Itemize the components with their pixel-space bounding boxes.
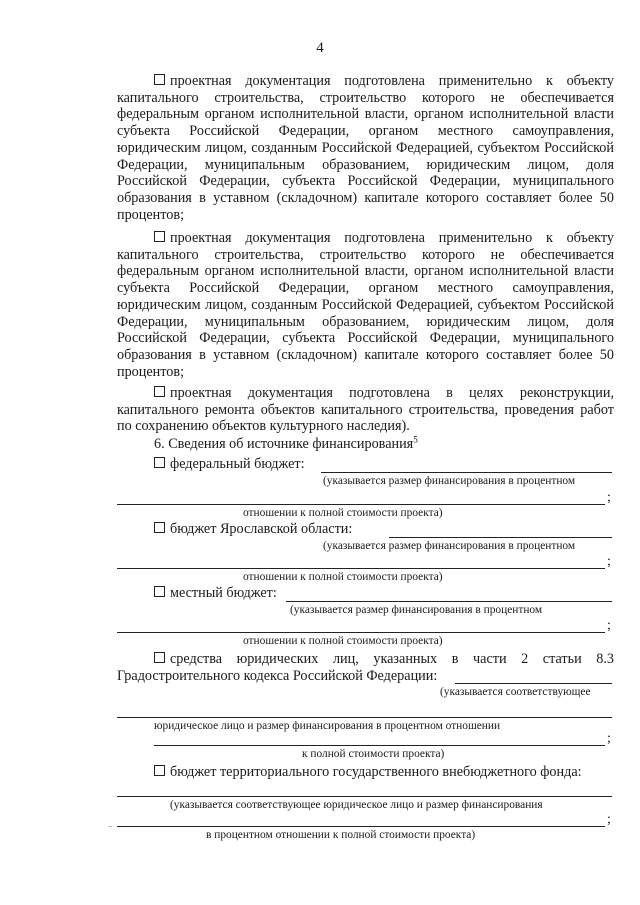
section-6-heading bbox=[154, 436, 418, 453]
regional-hint-1: (указывается размер финансирования в процентном bbox=[323, 540, 576, 552]
territorial-fill-line-2[interactable] bbox=[117, 826, 605, 827]
legal-hint-3: к полной стоимости проекта) bbox=[302, 748, 445, 760]
funding-local-label: местный бюджет: bbox=[170, 585, 277, 601]
regional-fill-line-2[interactable] bbox=[117, 568, 605, 569]
regional-fill-line-1[interactable] bbox=[389, 537, 612, 538]
federal-semicolon: ; bbox=[607, 490, 611, 505]
funding-legal-label: средства юридических лиц, указанных в части 2 статьи 8.3 Градостроительного кодекса Российской Федерации: bbox=[117, 651, 614, 684]
territorial-hint-2: в процентном отношении к полной стоимости проекта) bbox=[206, 829, 476, 841]
checkbox-local[interactable] bbox=[154, 586, 165, 597]
option-text-2: проектная документация подготовлена применительно к объекту капитального строительства, строительство которого не обеспечивается федеральным органом исполнительной власти, органом исполнительной власти субъекта Российской Федерации, органом местного самоуправления, юридическим лицом, созданным Российской Федерацией, субъектом Российской Федерации, муниципальным образованием, юридическим лицом, доля Российской Федерации, субъекта Российской Федерации, муниципального образования в уставном (складочном) капитале которого составляет более 50 процентов; bbox=[117, 230, 614, 380]
federal-fill-line-2[interactable] bbox=[117, 504, 605, 505]
local-hint-2: отношении к полной стоимости проекта) bbox=[243, 635, 443, 647]
option-paragraph-2 bbox=[117, 230, 614, 380]
option-paragraph-1 bbox=[117, 73, 614, 223]
footnote-marker: 5 bbox=[413, 434, 418, 445]
funding-federal bbox=[154, 456, 305, 473]
option-paragraph-3 bbox=[117, 385, 614, 435]
regional-hint-2: отношении к полной стоимости проекта) bbox=[243, 571, 443, 583]
funding-legal-entities bbox=[117, 651, 614, 684]
page-number: 4 bbox=[316, 40, 324, 56]
regional-semicolon: ; bbox=[607, 554, 611, 569]
scan-mark bbox=[108, 826, 112, 827]
legal-hint-2: юридическое лицо и размер финансирования в процентном отношении bbox=[154, 720, 501, 732]
federal-fill-line-1[interactable] bbox=[321, 472, 612, 473]
checkbox-federal[interactable] bbox=[154, 457, 165, 468]
funding-federal-label: федеральный бюджет: bbox=[170, 456, 305, 472]
section-6-title: 6. Сведения об источнике финансирования bbox=[154, 436, 414, 452]
territorial-hint-1: (указывается соответствующее юридическое лицо и размер финансирования bbox=[170, 799, 543, 811]
legal-fill-line-1[interactable] bbox=[455, 683, 612, 684]
legal-fill-line-2[interactable] bbox=[117, 717, 612, 718]
checkbox-option-3[interactable] bbox=[154, 386, 165, 397]
funding-territorial-label: бюджет территориального государственного внебюджетного фонда: bbox=[170, 764, 582, 780]
checkbox-territorial-fund[interactable] bbox=[154, 765, 165, 776]
checkbox-legal-entities[interactable] bbox=[154, 652, 165, 663]
funding-local bbox=[154, 585, 277, 602]
option-text-3: проектная документация подготовлена в целях реконструкции, капитального ремонта объектов капитального строительства, проведения работ по сохранению объектов культурного наследия). bbox=[117, 385, 614, 435]
funding-regional bbox=[154, 521, 352, 538]
federal-hint-1: (указывается размер финансирования в процентном bbox=[323, 475, 576, 487]
local-fill-line-1[interactable] bbox=[286, 601, 612, 602]
territorial-fill-line-1[interactable] bbox=[117, 796, 612, 797]
funding-regional-label: бюджет Ярославской области: bbox=[170, 521, 353, 537]
checkbox-option-2[interactable] bbox=[154, 231, 165, 242]
federal-hint-2: отношении к полной стоимости проекта) bbox=[243, 507, 443, 519]
territorial-semicolon: ; bbox=[607, 812, 611, 827]
funding-territorial-fund bbox=[154, 764, 582, 781]
local-fill-line-2[interactable] bbox=[117, 632, 605, 633]
checkbox-regional[interactable] bbox=[154, 522, 165, 533]
local-hint-1: (указывается размер финансирования в процентном bbox=[290, 604, 543, 616]
legal-semicolon: ; bbox=[607, 731, 611, 746]
option-text-1: проектная документация подготовлена применительно к объекту капитального строительства, строительство которого не обеспечивается федеральным органом исполнительной власти, органом исполнительной власти субъекта Российской Федерации, органом местного самоуправления, юридическим лицом, созданным Российской Федерацией, субъектом Российской Федерации, муниципальным образованием, юридическим лицом, доля Российской Федерации, субъекта Российской Федерации, муниципального образования в уставном (складочном) капитале которого составляет более 50 процентов; bbox=[117, 73, 614, 223]
local-semicolon: ; bbox=[607, 618, 611, 633]
checkbox-option-1[interactable] bbox=[154, 74, 165, 85]
legal-fill-line-3[interactable] bbox=[154, 745, 605, 746]
legal-hint-1: (указывается соответствующее bbox=[440, 686, 591, 698]
